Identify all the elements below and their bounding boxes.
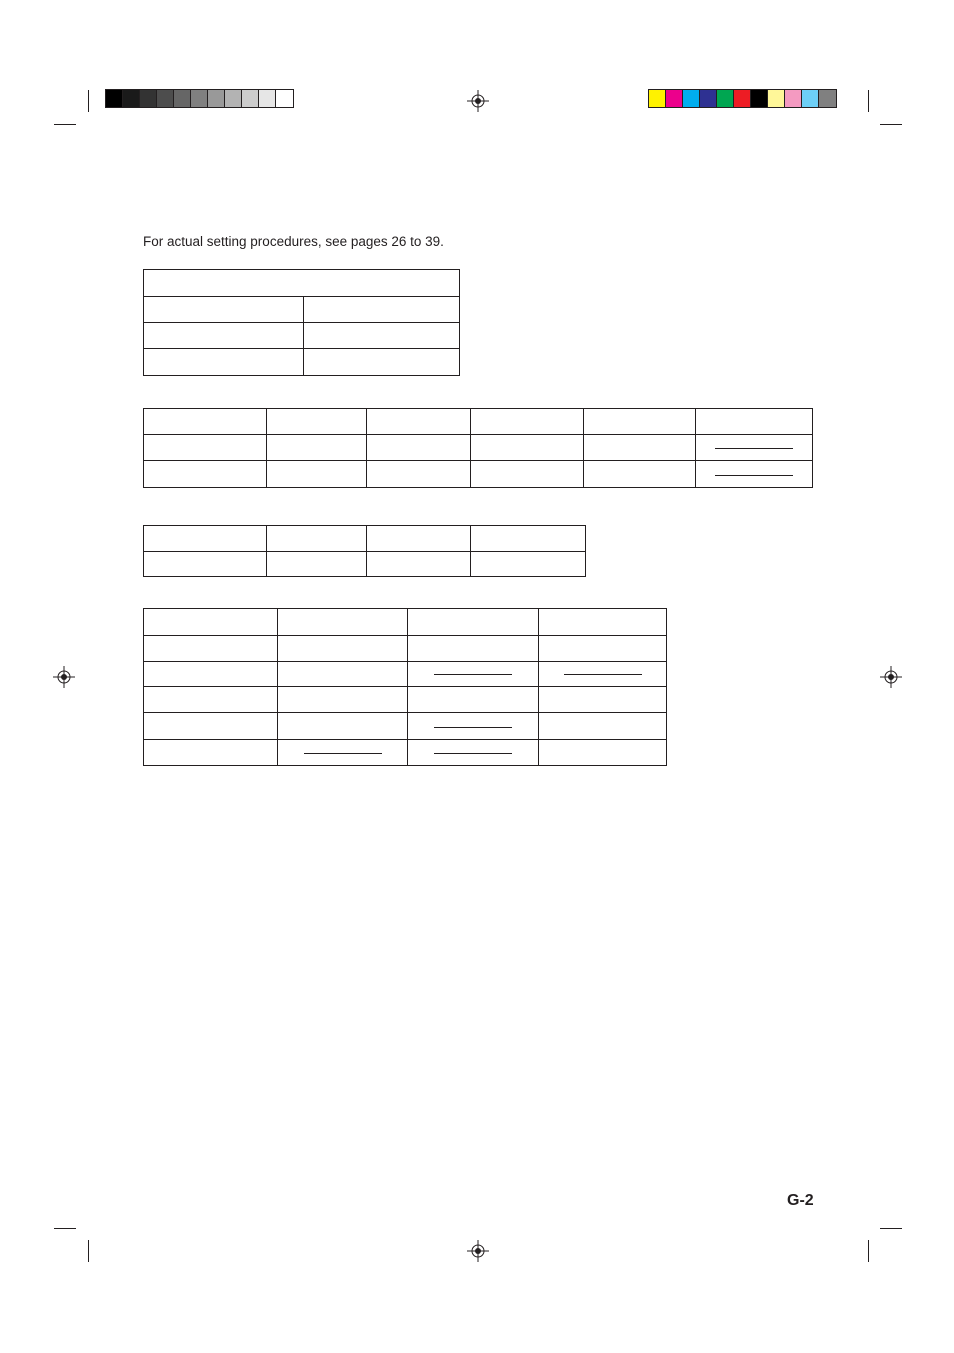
color-swatch xyxy=(802,90,819,107)
table-cell xyxy=(144,552,267,577)
crop-mark xyxy=(868,90,869,112)
table-cell xyxy=(144,297,304,323)
color-swatch xyxy=(259,90,276,107)
table-cell xyxy=(304,349,460,376)
table-cell xyxy=(144,687,278,713)
table-cell xyxy=(408,636,539,662)
table-cell xyxy=(471,461,584,488)
gray-scale-bar xyxy=(105,89,294,108)
crop-mark xyxy=(54,1228,76,1229)
table-cell xyxy=(278,687,408,713)
table-cell xyxy=(144,609,278,636)
table-cell xyxy=(144,662,278,687)
table-cell xyxy=(144,636,278,662)
table-cell xyxy=(408,713,539,740)
table-cell xyxy=(696,409,813,435)
table-cell xyxy=(471,552,586,577)
crop-mark xyxy=(880,1228,902,1229)
table-cell xyxy=(367,552,471,577)
table-cell xyxy=(471,409,584,435)
underline-rule xyxy=(564,674,642,675)
crop-mark xyxy=(88,1240,89,1262)
table-cell xyxy=(471,526,586,552)
table-cell xyxy=(144,409,267,435)
color-swatch xyxy=(785,90,802,107)
table-cell xyxy=(144,713,278,740)
table-cell xyxy=(144,526,267,552)
intro-text: For actual setting procedures, see pages 26 to 39. xyxy=(143,234,444,249)
table-cell xyxy=(267,526,367,552)
table-cell xyxy=(408,662,539,687)
table-cell xyxy=(144,270,460,297)
underline-rule xyxy=(434,727,512,728)
table-cell xyxy=(144,740,278,766)
table-cell xyxy=(367,435,471,461)
color-swatch xyxy=(123,90,140,107)
color-bar xyxy=(648,89,837,108)
table-cell xyxy=(471,435,584,461)
table-cell xyxy=(278,662,408,687)
table-cell xyxy=(696,435,813,461)
table-cell xyxy=(267,461,367,488)
color-swatch xyxy=(276,90,293,107)
table-cell xyxy=(267,435,367,461)
settings-table-4 xyxy=(143,608,667,766)
table-cell xyxy=(408,609,539,636)
underline-rule xyxy=(434,674,512,675)
table-cell xyxy=(367,461,471,488)
registration-mark-icon xyxy=(467,1240,489,1262)
table-cell xyxy=(539,687,667,713)
table-cell xyxy=(539,609,667,636)
table-cell xyxy=(408,687,539,713)
table-cell xyxy=(278,636,408,662)
table-cell xyxy=(144,435,267,461)
table-cell xyxy=(267,552,367,577)
table-cell xyxy=(584,461,696,488)
color-swatch xyxy=(106,90,123,107)
color-swatch xyxy=(751,90,768,107)
registration-mark-icon xyxy=(53,666,75,688)
table-cell xyxy=(539,662,667,687)
color-swatch xyxy=(140,90,157,107)
table-cell xyxy=(304,297,460,323)
table-cell xyxy=(144,461,267,488)
color-swatch xyxy=(683,90,700,107)
table-cell xyxy=(696,461,813,488)
color-swatch xyxy=(208,90,225,107)
table-cell xyxy=(367,409,471,435)
registration-mark-icon xyxy=(467,90,489,112)
table-cell xyxy=(408,740,539,766)
table-cell xyxy=(584,435,696,461)
table-cell xyxy=(144,349,304,376)
underline-rule xyxy=(304,753,382,754)
color-swatch xyxy=(700,90,717,107)
table-cell xyxy=(539,740,667,766)
crop-mark xyxy=(880,124,902,125)
crop-mark xyxy=(54,124,76,125)
underline-rule xyxy=(434,753,512,754)
table-cell xyxy=(278,609,408,636)
page-number: G-2 xyxy=(787,1192,814,1209)
registration-mark-icon xyxy=(880,666,902,688)
color-swatch xyxy=(242,90,259,107)
color-swatch xyxy=(174,90,191,107)
color-swatch xyxy=(734,90,751,107)
color-swatch xyxy=(157,90,174,107)
crop-mark xyxy=(88,90,89,112)
table-cell xyxy=(144,323,304,349)
settings-table-2 xyxy=(143,408,813,488)
underline-rule xyxy=(715,448,793,449)
color-swatch xyxy=(225,90,242,107)
color-swatch xyxy=(666,90,683,107)
table-cell xyxy=(267,409,367,435)
crop-mark xyxy=(868,1240,869,1262)
color-swatch xyxy=(649,90,666,107)
color-swatch xyxy=(768,90,785,107)
table-cell xyxy=(584,409,696,435)
table-cell xyxy=(278,740,408,766)
table-cell xyxy=(367,526,471,552)
table-cell xyxy=(278,713,408,740)
underline-rule xyxy=(715,475,793,476)
color-swatch xyxy=(191,90,208,107)
table-cell xyxy=(304,323,460,349)
table-cell xyxy=(539,636,667,662)
table-cell xyxy=(539,713,667,740)
color-swatch xyxy=(819,90,836,107)
color-swatch xyxy=(717,90,734,107)
settings-table-1 xyxy=(143,269,460,376)
settings-table-3 xyxy=(143,525,586,577)
